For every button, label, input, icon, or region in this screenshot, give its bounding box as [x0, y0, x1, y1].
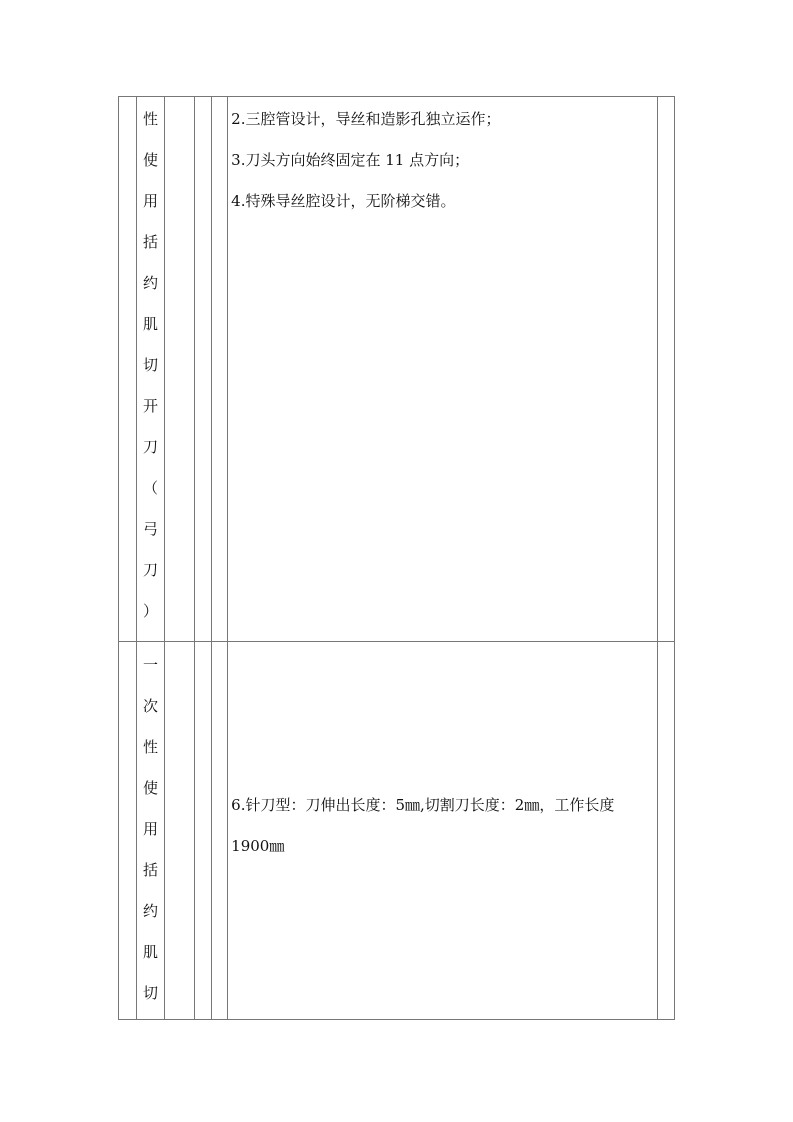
description-text — [228, 97, 657, 222]
product-name-char: 次 — [143, 696, 159, 715]
product-name-cell — [137, 97, 165, 642]
product-spec-table — [118, 96, 675, 1020]
product-name-char: 切 — [143, 983, 159, 1002]
product-name-char: 切 — [143, 356, 159, 374]
product-name-char: 用 — [143, 819, 159, 838]
description-text — [228, 785, 657, 875]
description-line: 4.特殊导丝腔设计，无阶梯交错。 — [231, 192, 456, 210]
product-name-cell — [137, 641, 165, 1019]
product-name-char: 使 — [143, 778, 159, 797]
empty-cell — [119, 97, 137, 642]
product-name-char: 肌 — [143, 942, 159, 961]
product-name-char: 性 — [143, 110, 159, 128]
product-name-vertical — [137, 97, 164, 632]
empty-cell — [657, 641, 674, 1019]
table-row — [119, 97, 675, 642]
empty-cell — [212, 97, 228, 642]
product-name-char: 使 — [143, 151, 159, 169]
product-name-char: 肌 — [143, 315, 159, 333]
description-cell — [228, 641, 658, 1019]
product-name-char: ） — [143, 602, 159, 620]
description-cell — [228, 97, 658, 642]
empty-cell — [212, 641, 228, 1019]
product-name-char: 约 — [143, 901, 159, 920]
empty-cell — [195, 97, 212, 642]
product-name-char: 开 — [143, 397, 159, 415]
table-row — [119, 641, 675, 1019]
empty-cell — [119, 641, 137, 1019]
product-name-char: 括 — [143, 233, 159, 251]
empty-cell — [657, 97, 674, 642]
product-name-char: 刀 — [143, 438, 159, 456]
product-name-char: 刀 — [143, 561, 159, 579]
description-line: 3.刀头方向始终固定在 11 点方向； — [231, 151, 470, 169]
product-name-char: 用 — [143, 192, 159, 210]
empty-cell — [165, 641, 195, 1019]
description-line: 6.针刀型：刀伸出长度：5㎜,切割刀长度：2㎜，工作长度 1900㎜ — [231, 796, 615, 856]
product-name-char: 约 — [143, 274, 159, 292]
product-name-vertical — [137, 642, 164, 1014]
product-name-char: 性 — [143, 737, 159, 756]
product-name-char: 括 — [143, 860, 159, 879]
empty-cell — [165, 97, 195, 642]
product-name-char: 一 — [143, 655, 159, 674]
description-line: 2.三腔管设计，导丝和造影孔独立运作； — [231, 110, 501, 128]
product-name-char: （ — [143, 479, 159, 497]
empty-cell — [195, 641, 212, 1019]
product-name-char: 弓 — [143, 520, 159, 538]
